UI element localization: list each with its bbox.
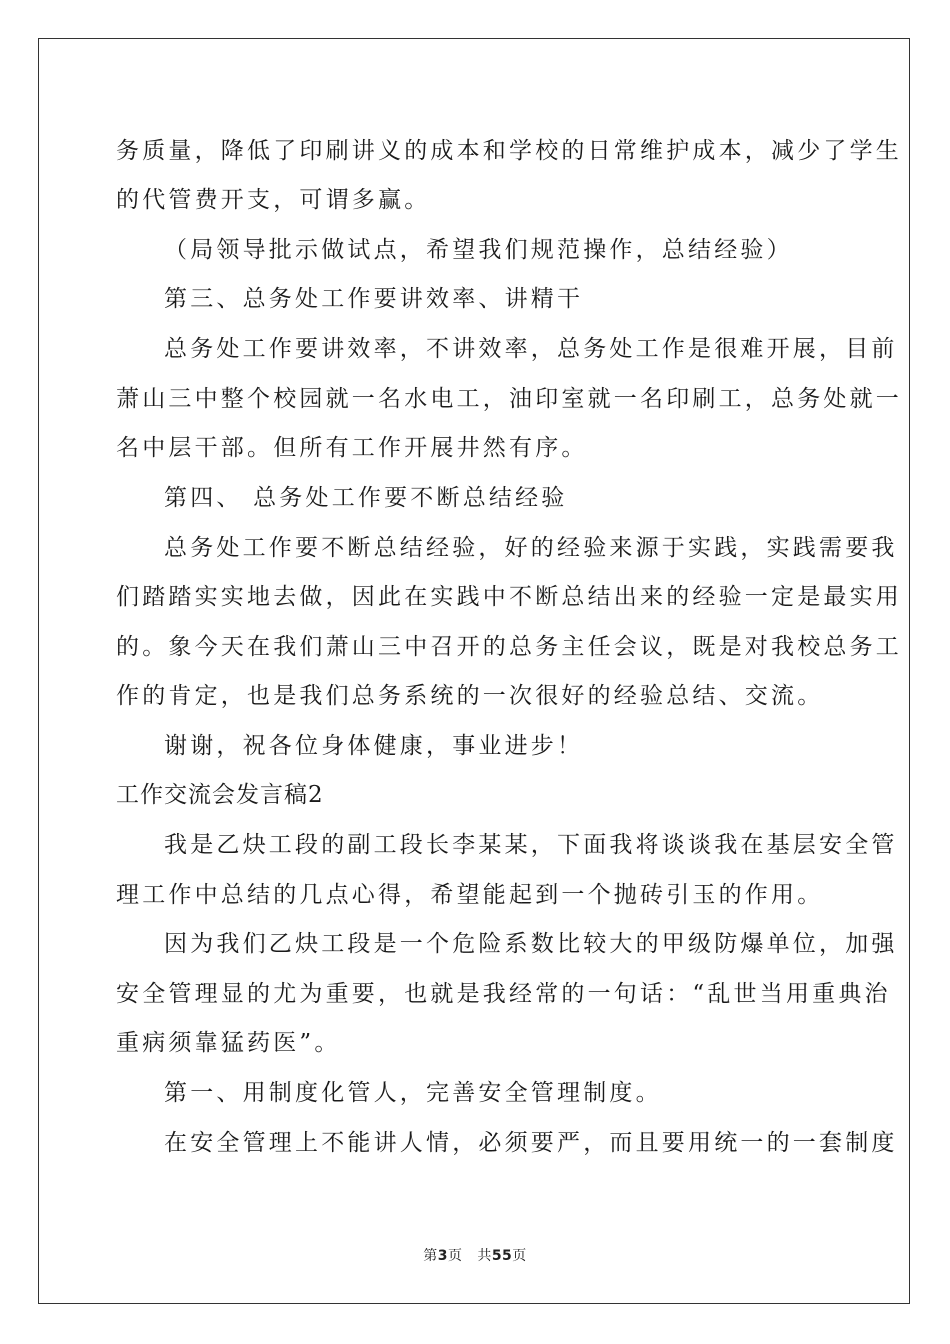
page-footer <box>0 1247 950 1265</box>
section-heading-4: 第四、 总务处工作要不断总结经验 <box>164 485 568 511</box>
text-line-13: 谢谢，祝各位身体健康，事业进步！ <box>164 733 584 759</box>
footer-page-number: 3 <box>437 1248 448 1264</box>
text-line-19: 重病须靠猛药医”。 <box>116 1030 341 1056</box>
page-frame <box>38 38 910 1304</box>
footer-total-pages: 55 <box>491 1248 513 1264</box>
text-line-5: 总务处工作要讲效率，不讲效率，总务处工作是很难开展，目前 <box>164 336 898 362</box>
text-line-9: 总务处工作要不断总结经验，好的经验来源于实践，实践需要我 <box>164 535 898 561</box>
section-heading-1: 第一、用制度化管人，完善安全管理制度。 <box>164 1080 662 1106</box>
text-line-16: 理工作中总结的几点心得，希望能起到一个抛砖引玉的作用。 <box>116 882 824 908</box>
text-line-7: 名中层干部。但所有工作开展井然有序。 <box>116 435 588 461</box>
footer-page-suffix: 页 <box>447 1248 463 1264</box>
footer-total-suffix: 页 <box>512 1248 527 1264</box>
text-line-11: 的。象今天在我们萧山三中召开的总务主任会议，既是对我校总务工 <box>116 634 902 660</box>
text-line-15: 我是乙炔工段的副工段长李某某，下面我将谈谈我在基层安全管 <box>164 832 898 858</box>
footer-total-prefix: 共 <box>477 1248 492 1264</box>
footer-prefix: 第 <box>423 1248 438 1264</box>
document-heading: 工作交流会发言稿2 <box>116 782 324 808</box>
text-line-21: 在安全管理上不能讲人情，必须要严，而且要用统一的一套制度 <box>164 1130 898 1156</box>
text-line-3: （局领导批示做试点，希望我们规范操作，总结经验） <box>164 237 793 263</box>
text-line-10: 们踏踏实实地去做，因此在实践中不断总结出来的经验一定是最实用 <box>116 584 902 610</box>
text-line-2: 的代管费开支，可谓多赢。 <box>116 187 431 213</box>
text-line-12: 作的肯定，也是我们总务系统的一次很好的经验总结、交流。 <box>116 683 824 709</box>
text-line-17: 因为我们乙炔工段是一个危险系数比较大的甲级防爆单位，加强 <box>164 931 898 957</box>
text-line-1: 务质量，降低了印刷讲义的成本和学校的日常维护成本，减少了学生 <box>116 138 902 164</box>
text-line-6: 萧山三中整个校园就一名水电工，油印室就一名印刷工，总务处就一 <box>116 386 902 412</box>
text-line-18: 安全管理显的尤为重要，也就是我经常的一句话：“乱世当用重典治 <box>116 981 891 1007</box>
section-heading-3: 第三、总务处工作要讲效率、讲精干 <box>164 286 584 312</box>
